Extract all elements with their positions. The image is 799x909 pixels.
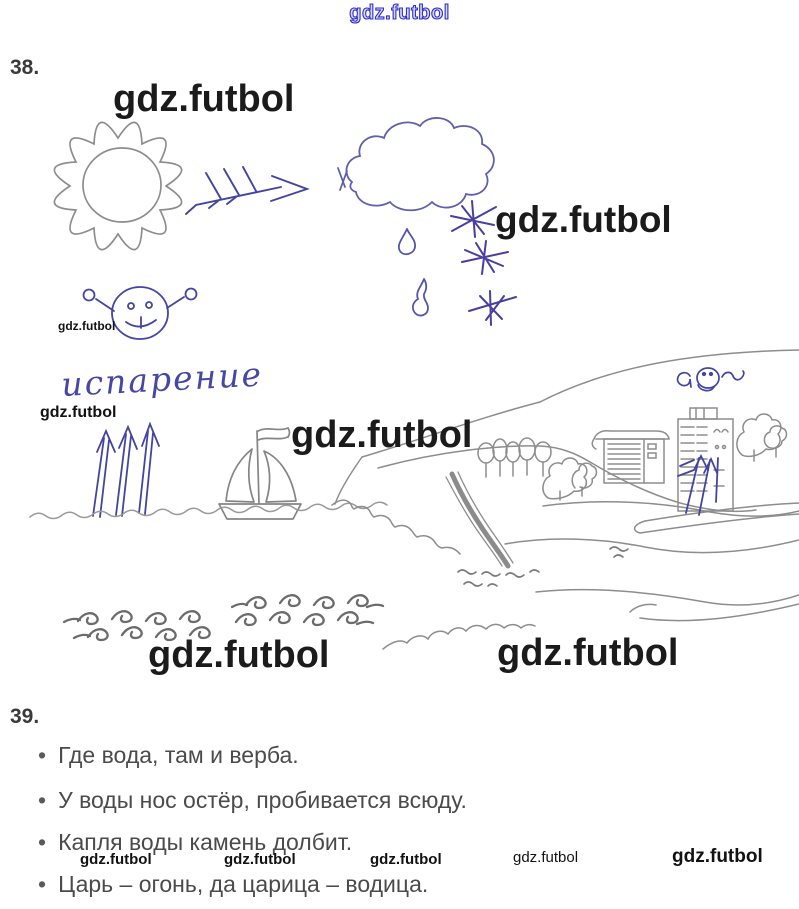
proverb-item-4 — [38, 871, 428, 899]
doodle-face-icon — [678, 368, 744, 391]
hills-and-river — [332, 350, 799, 649]
watermark-bold-7: gdz.futbol — [672, 846, 763, 867]
proverb-item-1 — [38, 742, 299, 770]
watermark-large-3: gdz.futbol — [291, 414, 473, 456]
arrow-right-icon — [186, 167, 307, 214]
watermark-small-6: gdz.futbol — [513, 849, 579, 866]
watermark-large-4: gdz.futbol — [148, 634, 330, 676]
exercise-38-number: 38. — [10, 56, 40, 79]
proverb-item-2 — [38, 787, 467, 815]
proverb-text-1: Где вода, там и верба. — [58, 742, 299, 768]
handwriting-evaporation: испарение — [60, 354, 264, 404]
proverb-text-4: Царь – огонь, да царица – водица. — [58, 871, 429, 897]
watermark-large-5: gdz.futbol — [497, 632, 679, 674]
bullet-1: • — [38, 742, 47, 768]
watermark-small-2: gdz.futbol — [40, 404, 117, 421]
proverb-text-2: У воды нос остёр, пробивается всюду. — [58, 787, 467, 813]
evaporation-arrows-icon — [93, 424, 159, 517]
exercise-39-number: 39. — [10, 705, 40, 728]
top-watermark: gdz.futbol — [349, 2, 450, 24]
watermark-small-1: gdz.futbol — [58, 319, 116, 333]
bullet-2: • — [38, 787, 47, 813]
rain-cloud-icon — [338, 118, 494, 210]
watermark-large-1: gdz.futbol — [113, 78, 295, 120]
stream — [446, 472, 513, 566]
raindrops-icon — [399, 229, 428, 315]
rain-arrows-icon — [678, 456, 718, 515]
bullet-4: • — [38, 871, 47, 897]
watermark-small-5: gdz.futbol — [370, 851, 442, 868]
bay-wave-ticks — [458, 547, 628, 586]
proverb-text-3: Капля воды камень долбит. — [58, 829, 353, 855]
watermark-large-2: gdz.futbol — [495, 199, 672, 240]
watermark-small-4: gdz.futbol — [224, 851, 296, 868]
bullet-3: • — [38, 829, 47, 855]
watermark-small-3: gdz.futbol — [80, 851, 152, 868]
trees — [478, 438, 551, 477]
sun-icon — [54, 122, 181, 249]
